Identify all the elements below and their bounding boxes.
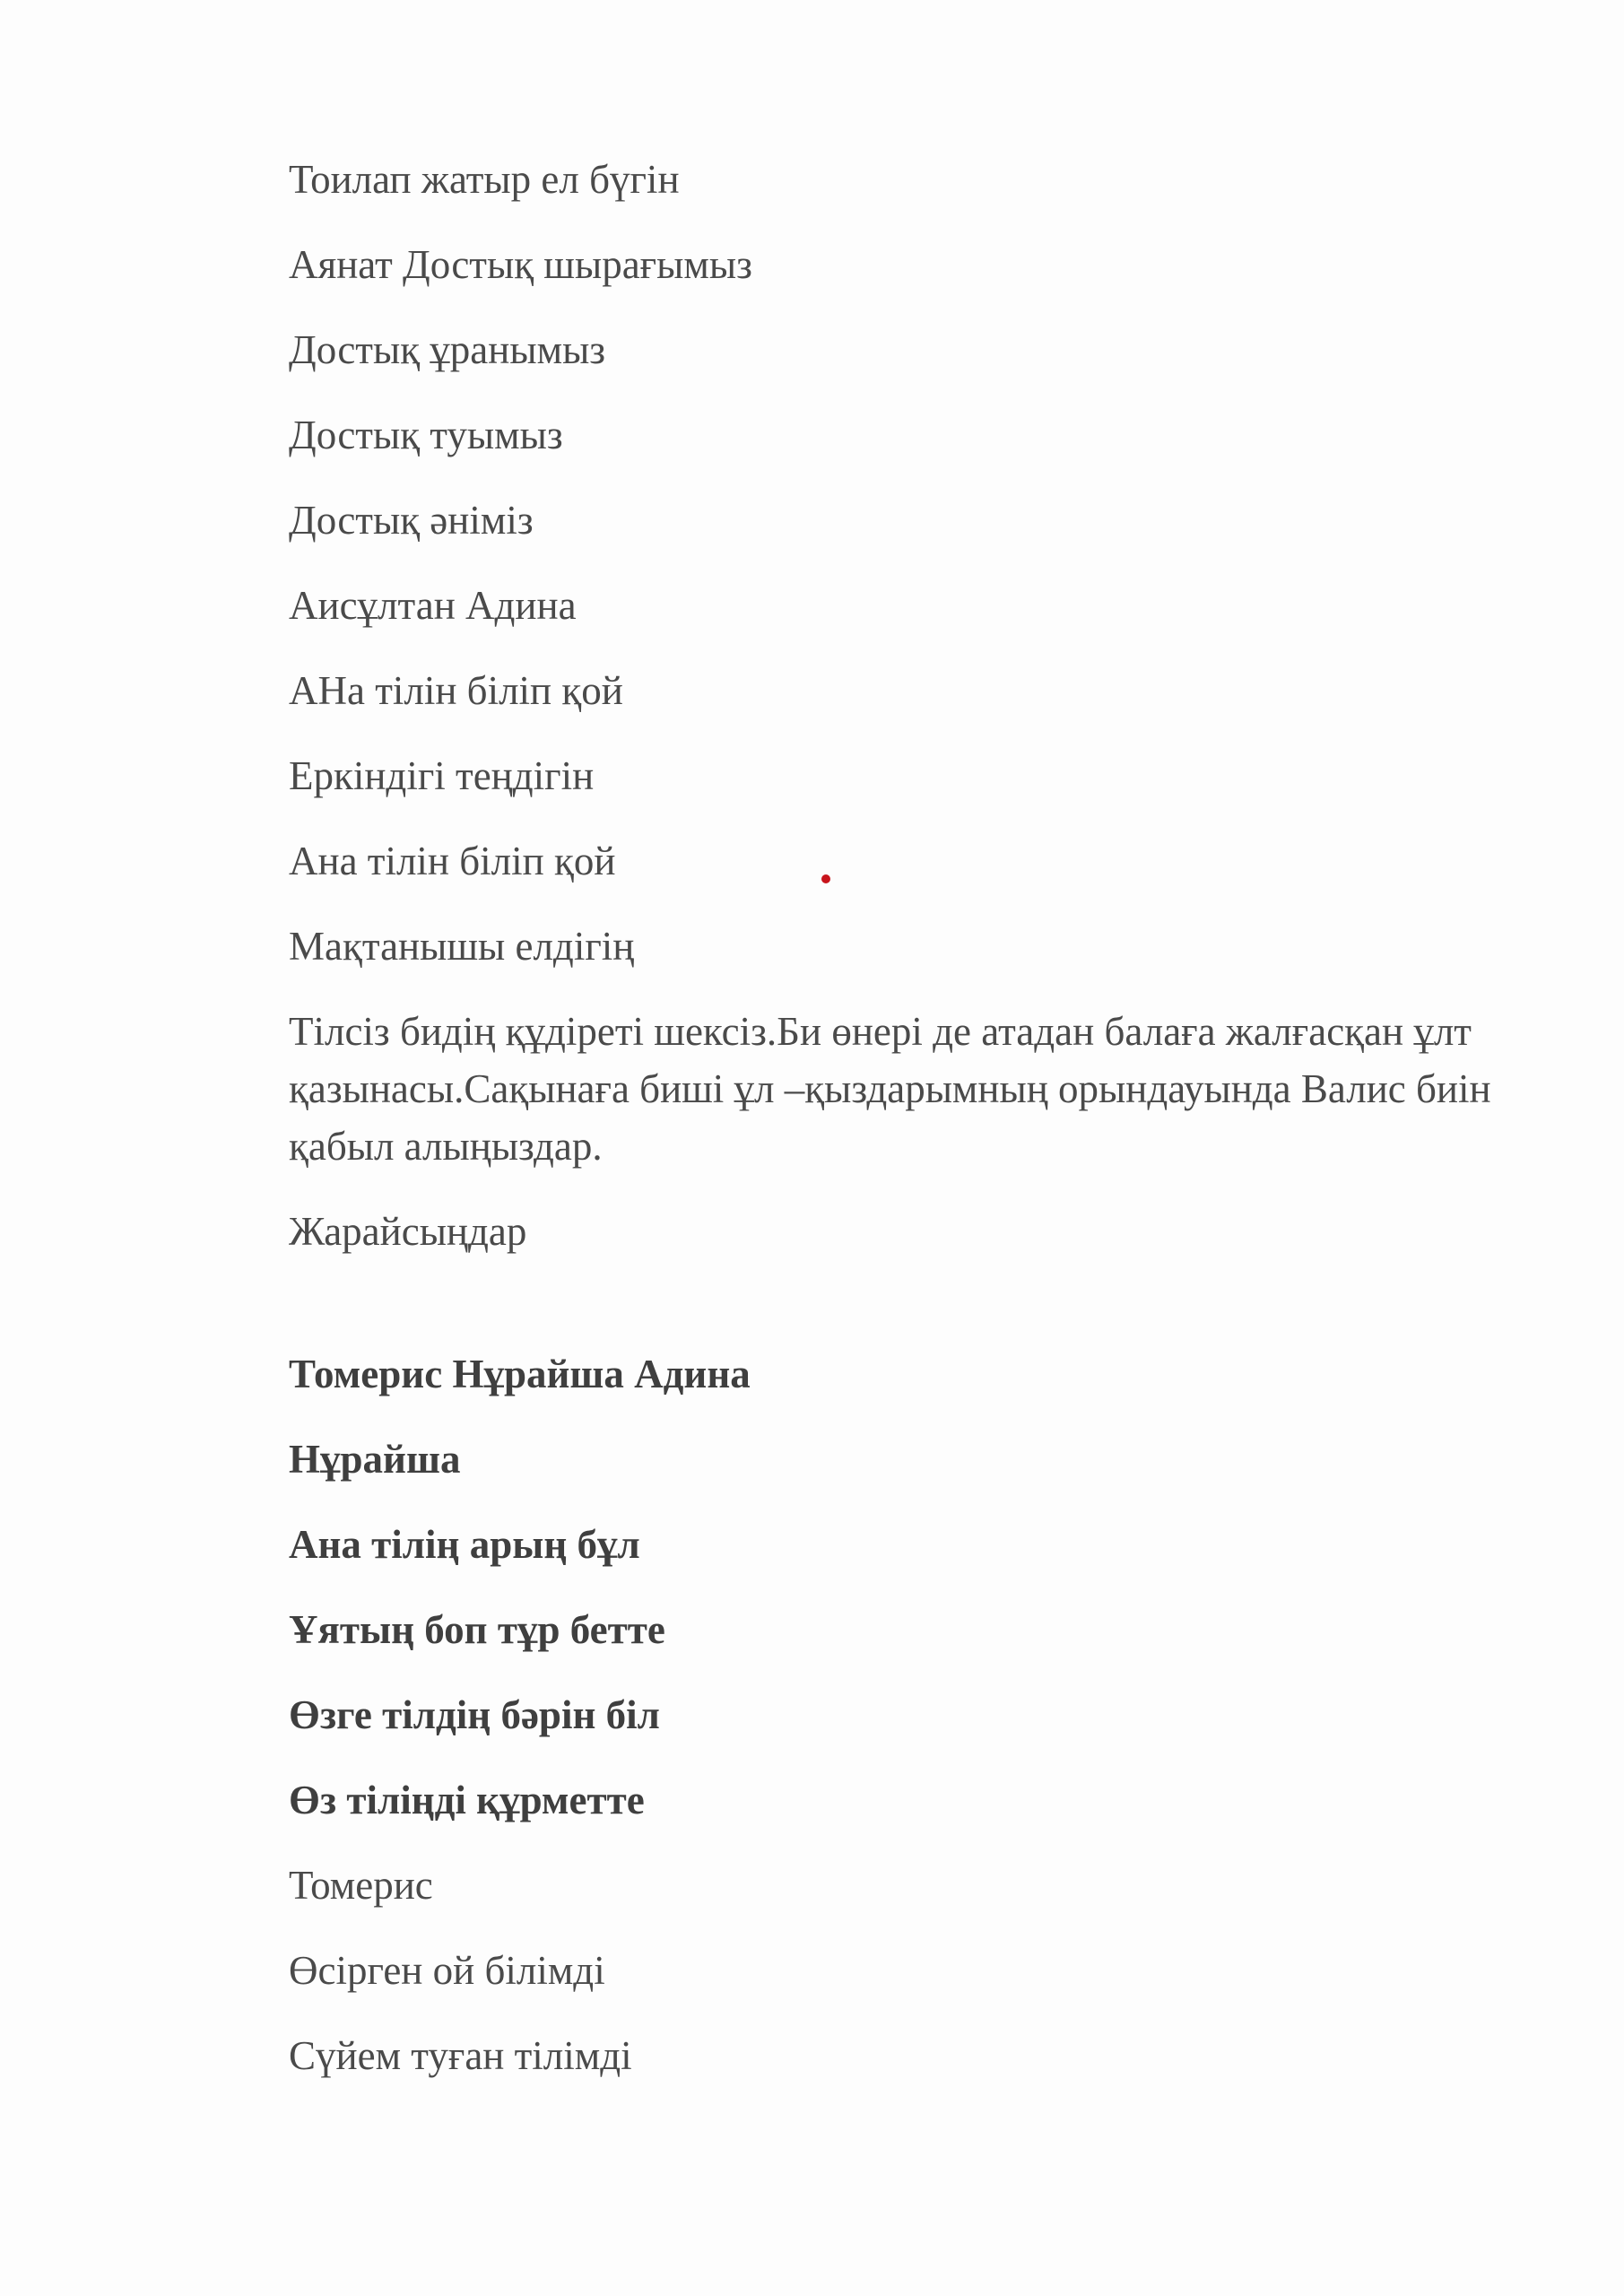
bold-text-line: Нұрайша — [289, 1437, 461, 1482]
bold-text-line: Өзге тілдің бәрін біл — [289, 1692, 660, 1737]
bold-text-line: Ұятың боп тұр бетте — [289, 1607, 665, 1652]
text-line: Еркіндігі теңдігін — [289, 753, 595, 798]
bold-text-line: Өз тіліңді құрметте — [289, 1778, 645, 1822]
text-line: Өсірген ой білімді — [289, 1948, 605, 1993]
text-line: Тоилап жатыр ел бүгін — [289, 157, 680, 202]
text-paragraph: Тілсіз бидің құдіреті шексіз.Би өнері де атадан балаға жалғасқан ұлт қазынасы.Сақынаға биші ұл –қыздарымның орындауында Валис биін қабыл алыңыздар. — [289, 1009, 1491, 1169]
text-line: Мақтанышы елдігің — [289, 924, 635, 969]
blank-gap — [289, 1288, 1517, 1345]
text-line: Достық туымыз — [289, 413, 563, 457]
bold-text-line: Томерис Нұрайша Адина — [289, 1352, 751, 1396]
text-line: Достық әніміз — [289, 498, 534, 543]
text-line: Томерис — [289, 1863, 433, 1908]
text-line: Аисұлтан Адина — [289, 583, 577, 628]
text-line: Жарайсыңдар — [289, 1209, 527, 1254]
text-line: АНа тілін біліп қой — [289, 668, 623, 713]
text-line: Достық ұранымыз — [289, 327, 606, 372]
text-line: Сүйем туған тілімді — [289, 2033, 632, 2078]
ink-speck — [821, 874, 830, 883]
text-line: Аянат Достық шырағымыз — [289, 242, 752, 287]
document-body — [289, 151, 1517, 2112]
text-line: Ана тілін біліп қой — [289, 839, 616, 883]
bold-text-line: Ана тілің арың бұл — [289, 1522, 640, 1567]
